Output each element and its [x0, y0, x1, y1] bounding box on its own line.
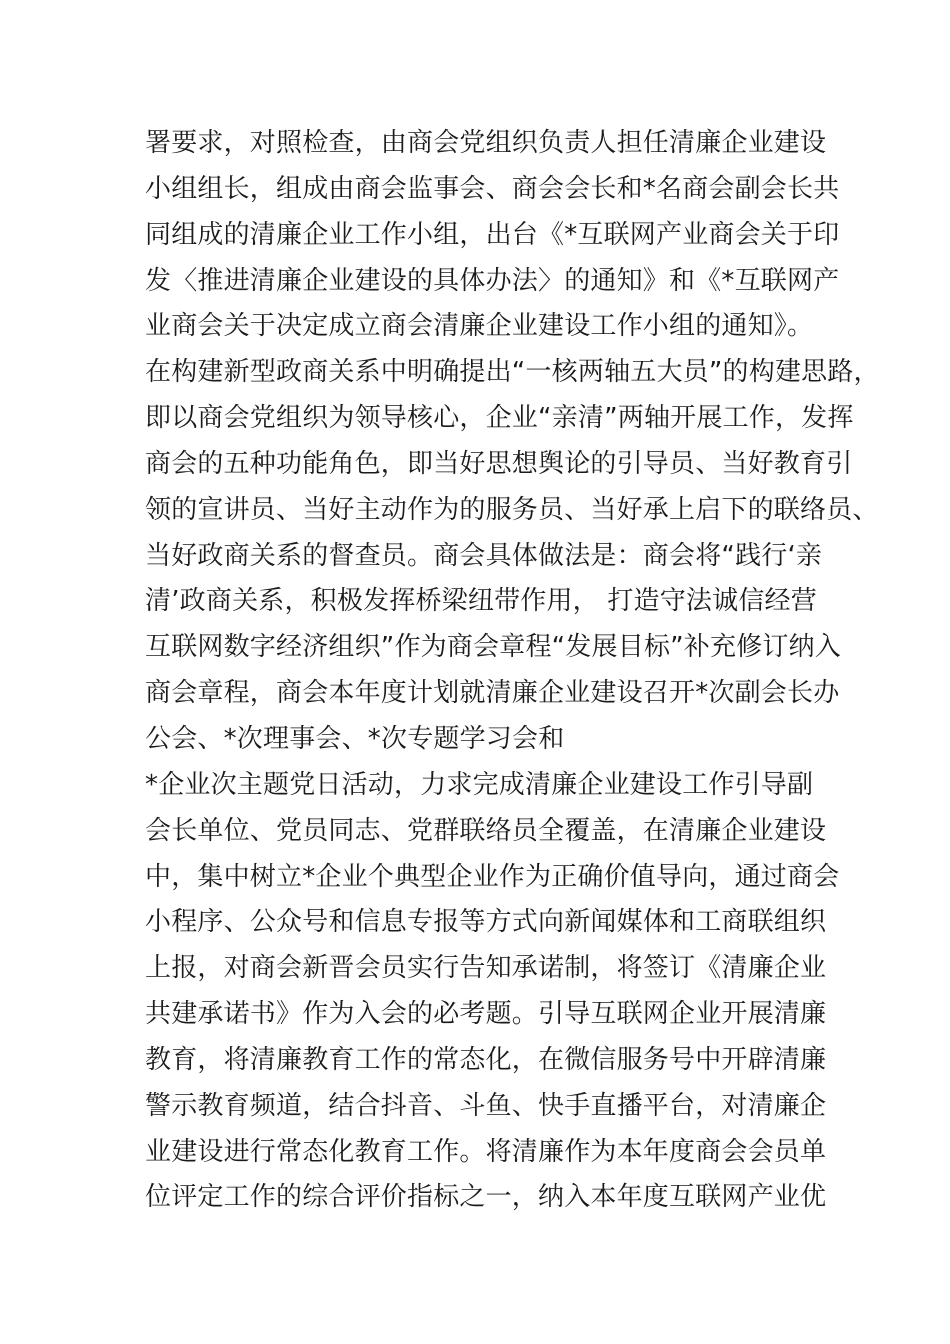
body-text — [145, 121, 880, 1221]
text-line: 会长单位、党员同志、党群联络员全覆盖，在清廉企业建设 — [145, 815, 827, 846]
text-line: 位评定工作的综合评价指标之一，纳入本年度互联网产业优 — [145, 1182, 827, 1213]
text-line: 署要求，对照检查，由商会党组织负责人担任清廉企业建设 — [145, 128, 827, 158]
text-line: 小组组长，组成由商会监事会、商会会长和*名商会副会长共 — [145, 173, 840, 204]
text-line: 公会、*次理事会、*次专题学习会和 — [145, 723, 565, 754]
text-line: *企业次主题党日活动，力求完成清廉企业建设工作引导副 — [145, 769, 814, 800]
text-line: 上报，对商会新晋会员实行告知承诺制，将签订《清廉企业 — [145, 953, 827, 984]
text-line: 小程序、公众号和信息专报等方式向新闻媒体和工商联组织 — [145, 907, 827, 938]
text-line: 警示教育频道，结合抖音、斗鱼、快手直播平台，对清廉企 — [145, 1090, 827, 1121]
text-line: 领的宣讲员、当好主动作为的服务员、当好承上启下的联络员、 — [145, 494, 879, 525]
text-line: 业建设进行常态化教育工作。将清廉作为本年度商会会员单 — [145, 1136, 827, 1167]
text-line: 同组成的清廉企业工作小组，出台《*互联网产业商会关于印 — [145, 219, 840, 250]
text-line: 发〈推进清廉企业建设的具体办法〉的通知》和《*互联网产 — [145, 265, 840, 296]
text-line: 教育，将清廉教育工作的常态化，在微信服务号中开辟清廉 — [145, 1044, 827, 1075]
text-line: 当好政商关系的督查员。商会具体做法是：商会将“践行‘亲 — [145, 540, 823, 571]
text-line: 清’政商关系，积极发挥桥梁纽带作用， 打造守法诚信经营 — [145, 586, 817, 617]
text-line: 商会章程，商会本年度计划就清廉企业建设召开*次副会长办 — [145, 678, 840, 709]
text-line: 即以商会党组织为领导核心，企业“亲清”两轴开展工作，发挥 — [145, 403, 854, 434]
text-line: 业商会关于决定成立商会清廉企业建设工作小组的通知》。 — [145, 311, 814, 342]
text-line: 共建承诺书》作为入会的必考题。引导互联网企业开展清廉 — [145, 999, 827, 1030]
text-line: 中，集中树立*企业个典型企业作为正确价值导向，通过商会 — [145, 861, 840, 892]
text-line: 商会的五种功能角色，即当好思想舆论的引导员、当好教育引 — [145, 448, 853, 479]
text-line: 互联网数字经济组织”作为商会章程“发展目标”补充修订纳入 — [145, 632, 842, 663]
text-line: 在构建新型政商关系中明确提出“一核两轴五大员”的构建思路， — [145, 357, 880, 388]
